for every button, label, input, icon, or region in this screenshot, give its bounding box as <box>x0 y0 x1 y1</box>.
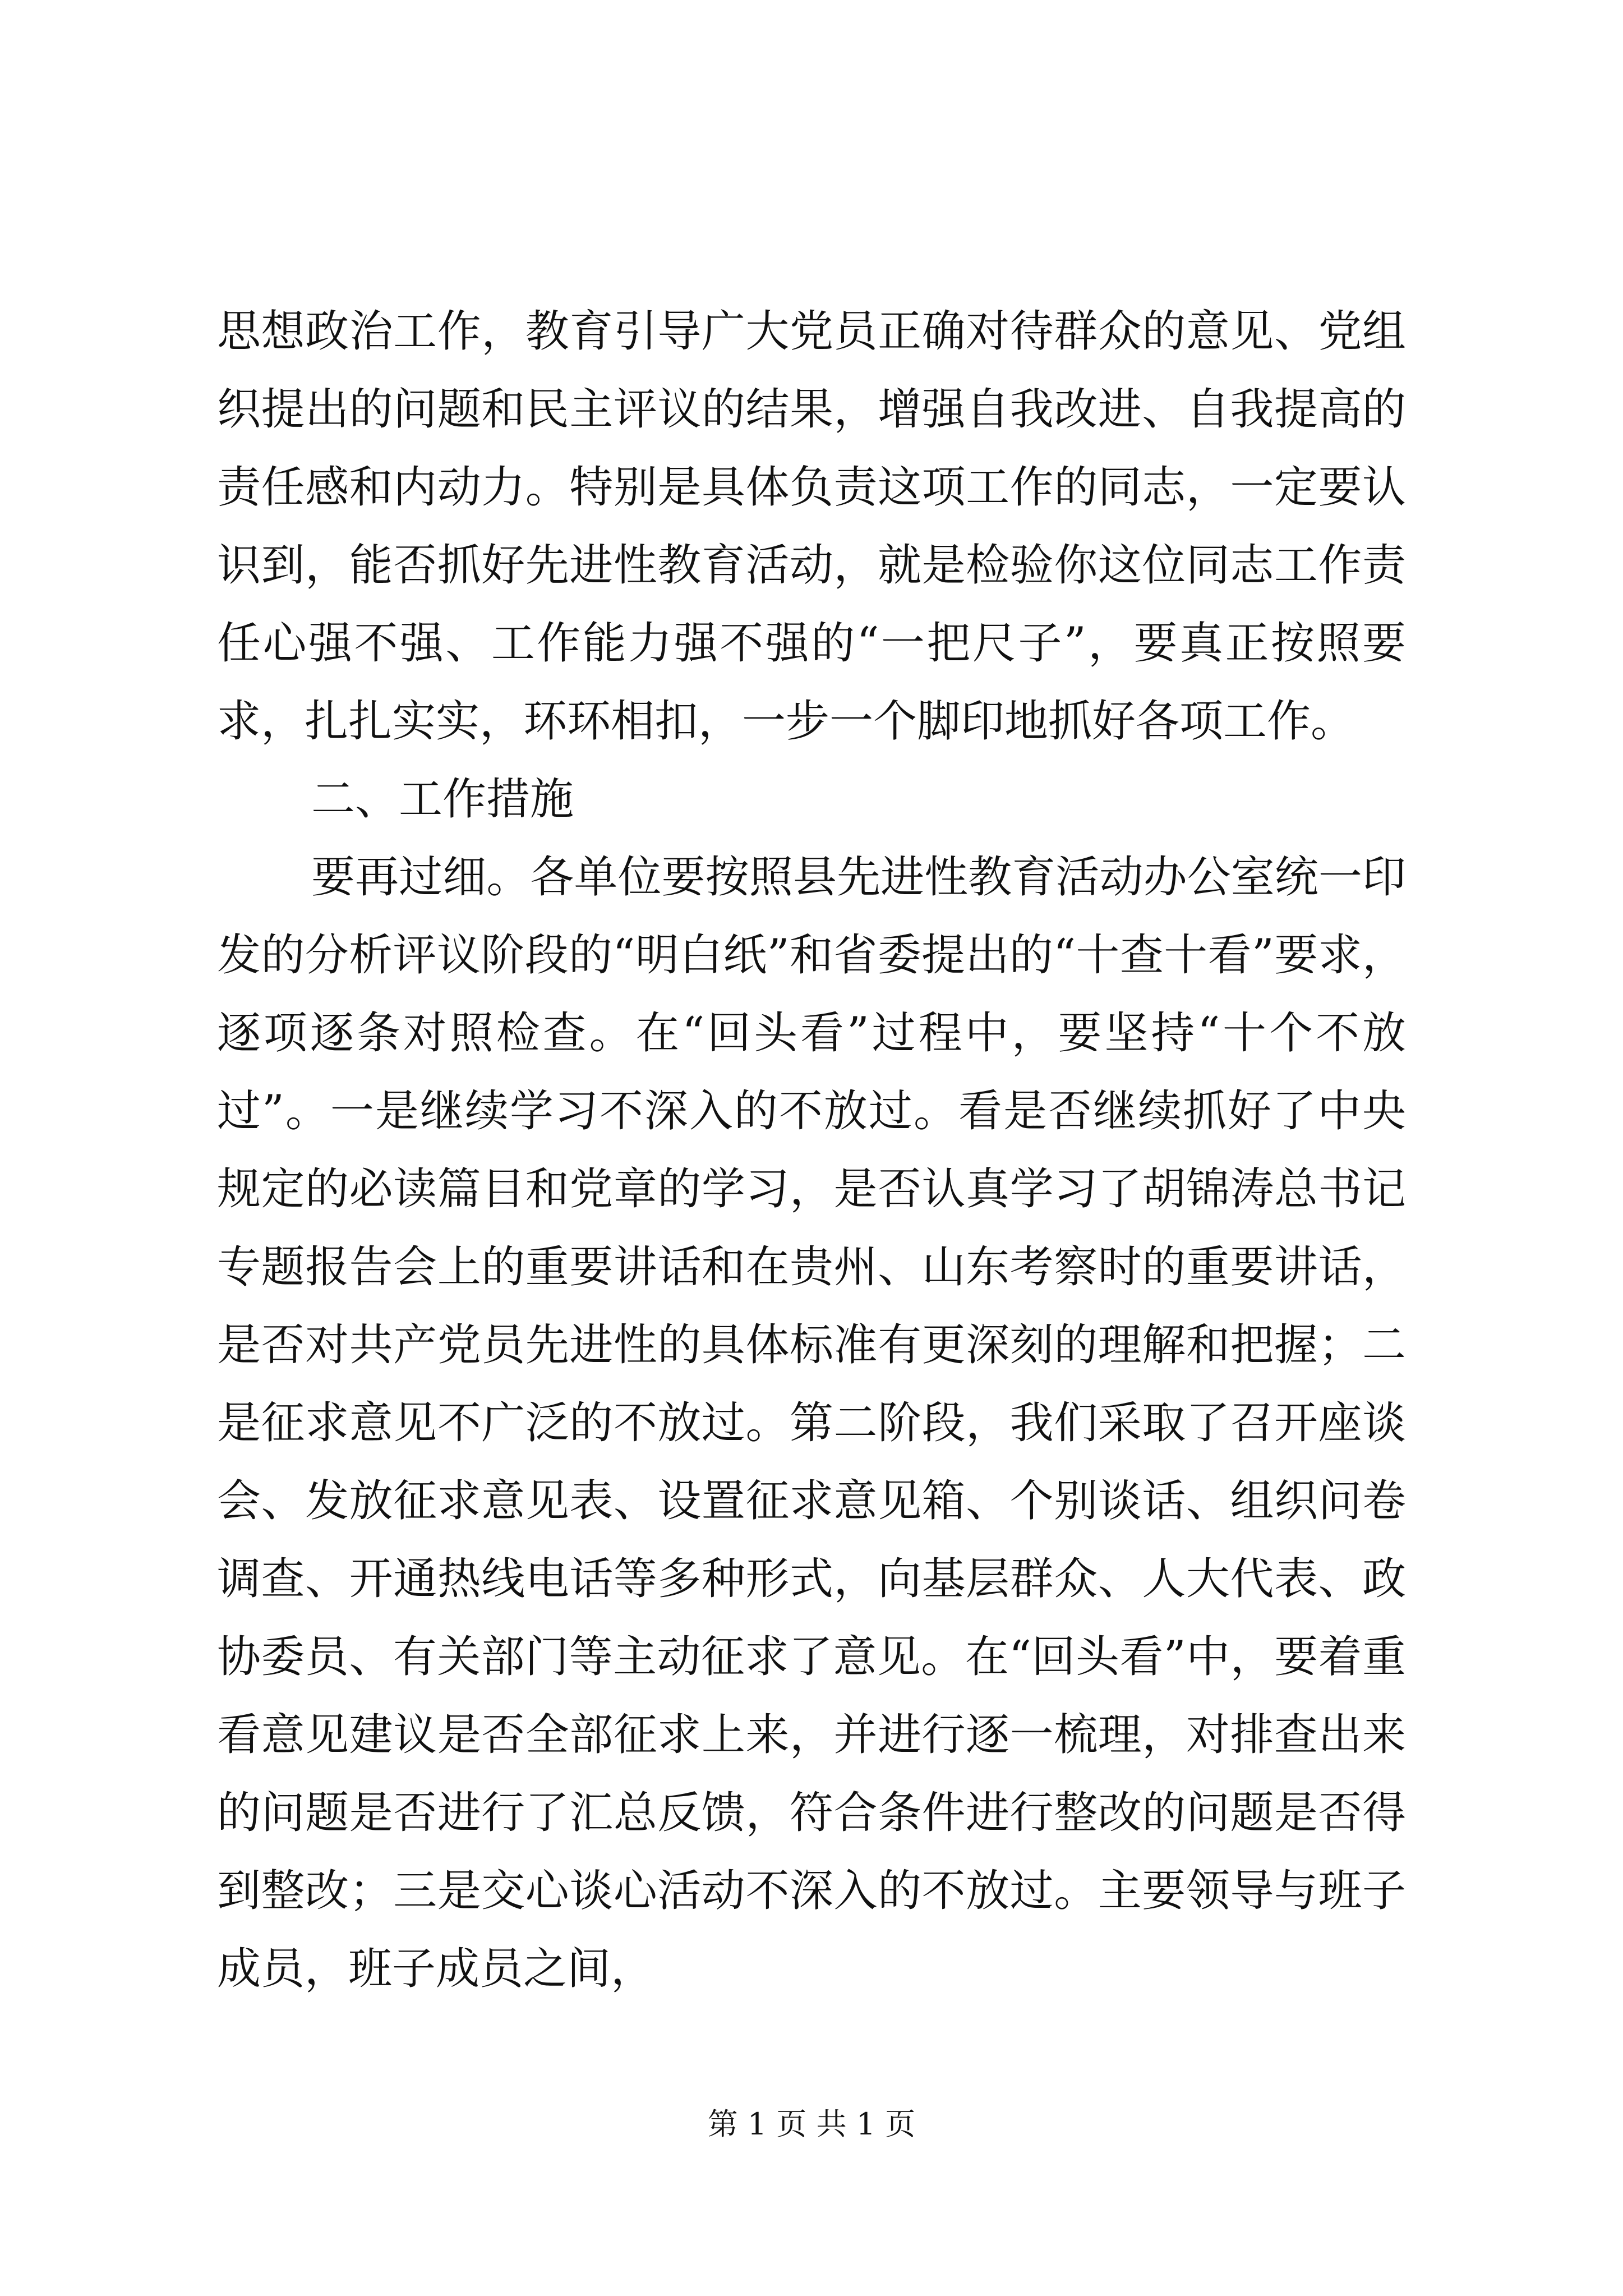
document-body <box>217 293 1406 2008</box>
body-paragraph-1: 思想政治工作，教育引导广大党员正确对待群众的意见、党组织提出的问题和民主评议的结果，增强自我改进、自我提高的责任感和内动力。特别是具体负责这项工作的同志，一定要认识到，能否抓好先进性教育活动，就是检验你这位同志工作责任心强不强、工作能力强不强的“一把尺子”，要真正按照要求，扎扎实实，环环相扣，一步一个脚印地抓好各项工作。 <box>217 306 1406 747</box>
section-heading-work-measures: 二、工作措施 <box>311 774 574 825</box>
body-paragraph-2: 要再过细。各单位要按照县先进性教育活动办公室统一印发的分析评议阶段的“明白纸”和省委提出的“十查十看”要求，逐项逐条对照检查。在“回头看”过程中，要坚持“十个不放过”。一是继续学习不深入的不放过。看是否继续抓好了中央规定的必读篇目和党章的学习，是否认真学习了胡锦涛总书记专题报告会上的重要讲话和在贵州、山东考察时的重要讲话，是否对共产党员先进性的具体标准有更深刻的理解和把握；二是征求意见不广泛的不放过。第二阶段，我们采取了召开座谈会、发放征求意见表、设置征求意见箱、个别谈话、组织问卷调查、开通热线电话等多种形式，向基层群众、人大代表、政协委员、有关部门等主动征求了意见。在“回头看”中，要着重看意见建议是否全部征求上来，并进行逐一梳理，对排查出来的问题是否进行了汇总反馈，符合条件进行整改的问题是否得到整改；三是交心谈心活动不深入的不放过。主要领导与班子成员，班子成员之间， <box>217 852 1406 1994</box>
page-number: 第 1 页 共 1 页 <box>707 2106 916 2142</box>
page-footer <box>0 2105 1623 2144</box>
